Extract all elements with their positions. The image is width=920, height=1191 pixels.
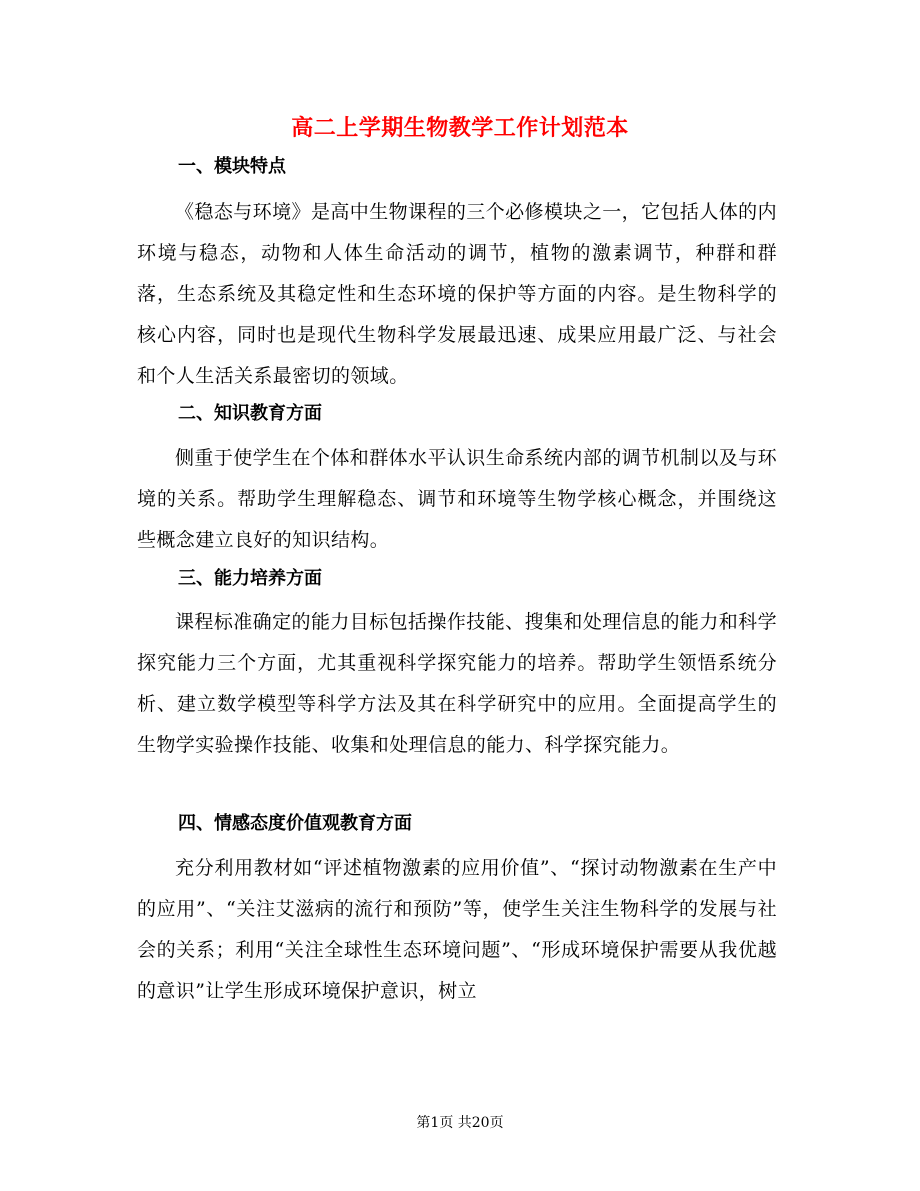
section-heading-ability: 三、能力培养方面: [178, 568, 322, 589]
document-title: 高二上学期生物教学工作计划范本: [291, 115, 629, 141]
section-body-attitude: 充分利用教材如“评述植物激素的应用价值”、“探讨动物激素在生产中的应用”、“关注艾滋病的流行和预防”等，使学生关注生物科学的发展与社会的关系；利用“关注全球性生态环境问题”、“形成环境保护需要从我优越的意识”让学生形成环境保护意识，树立: [137, 857, 777, 1002]
section-body-ability: 课程标准确定的能力目标包括操作技能、搜集和处理信息的能力和科学探究能力三个方面，尤其重视科学探究能力的培养。帮助学生领悟系统分析、建立数学模型等科学方法及其在科学研究中的应用。全面提高学生的生物学实验操作技能、收集和处理信息的能力、科学探究能力。: [137, 611, 777, 756]
section-body-module-features: 《稳态与环境》是高中生物课程的三个必修模块之一，它包括人体的内环境与稳态，动物和人体生命活动的调节，植物的激素调节，种群和群落，生态系统及其稳定性和生态环境的保护等方面的内容。是生物科学的核心内容，同时也是现代生物科学发展最迅速、成果应用最广泛、与社会和个人生活关系最密切的领域。: [137, 201, 777, 387]
section-heading-attitude: 四、情感态度价值观教育方面: [178, 813, 412, 834]
section-body-knowledge: 侧重于使学生在个体和群体水平认识生命系统内部的调节机制以及与环境的关系。帮助学生理解稳态、调节和环境等生物学核心概念，并围绕这些概念建立良好的知识结构。: [137, 447, 777, 551]
section-heading-module-features: 一、模块特点: [178, 156, 286, 177]
section-heading-knowledge: 二、知识教育方面: [178, 403, 322, 424]
page-number-footer: 第1页 共20页: [416, 1115, 504, 1131]
